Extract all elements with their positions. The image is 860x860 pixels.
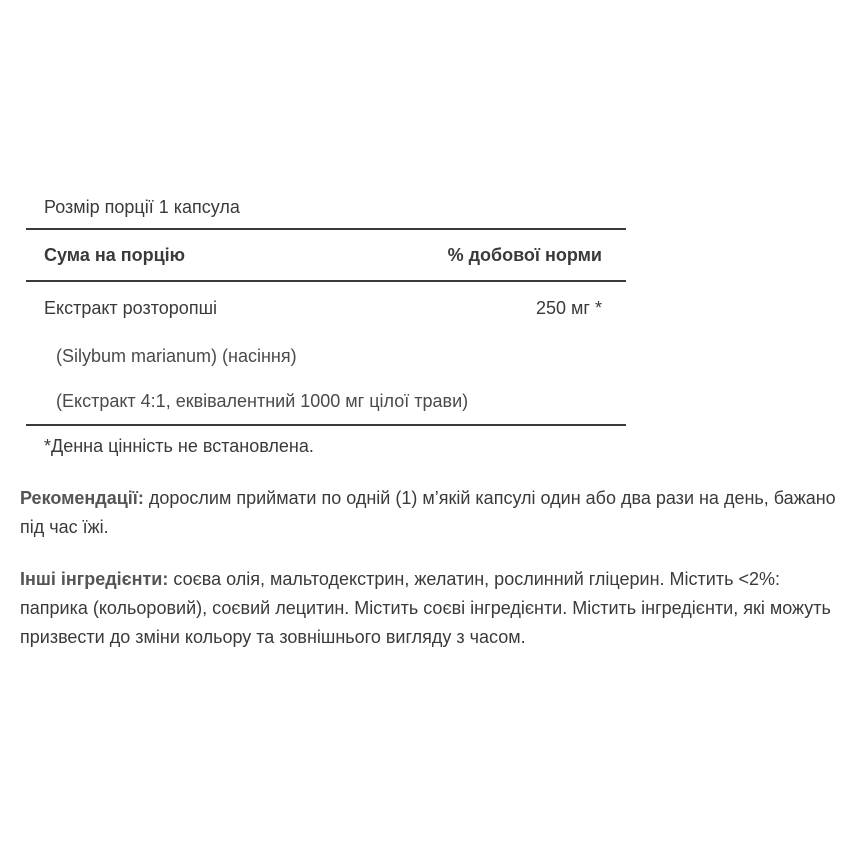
recommendations-label: Рекомендації: [20, 488, 144, 508]
ingredient-extract-row [26, 378, 626, 426]
other-ingredients-label: Інші інгредієнти: [20, 569, 169, 589]
supplement-facts-table [26, 186, 626, 426]
daily-value-footnote: *Денна цінність не встановлена. [44, 436, 314, 456]
recommendations-paragraph [20, 484, 840, 542]
ingredient-extract-ratio: (Екстракт 4:1, еквівалентний 1000 мг цілої трави) [56, 390, 469, 411]
serving-size-text: Розмір порції 1 капсула [44, 196, 240, 217]
other-ingredients-paragraph [20, 565, 840, 652]
ingredient-row [26, 282, 626, 334]
ingredient-amount: 250 мг * [536, 297, 602, 318]
other-ingredients-text: соєва олія, мальтодекстрин, желатин, рослинний гліцерин. Містить <2%: паприка (кольоровий), соєвий лецитин. Містить соєві інгредієнти. Містить інгредієнти, які можуть призвести до зміни кольору та зовнішнього вигляду з часом. [20, 569, 831, 647]
amount-per-serving-header: Сума на порцію [44, 244, 186, 265]
recommendations-text: дорослим приймати по одній (1) м’якій капсулі один або два рази на день, бажано під час їжі. [20, 488, 836, 537]
ingredient-name: Екстракт розторопші [44, 297, 218, 318]
daily-value-header: % добової норми [447, 244, 602, 265]
ingredient-latin-name: (Silybum marianum) (насіння) [56, 345, 297, 366]
table-header-row [26, 230, 626, 282]
ingredient-latin-row [26, 334, 626, 378]
serving-size-row [26, 186, 626, 230]
